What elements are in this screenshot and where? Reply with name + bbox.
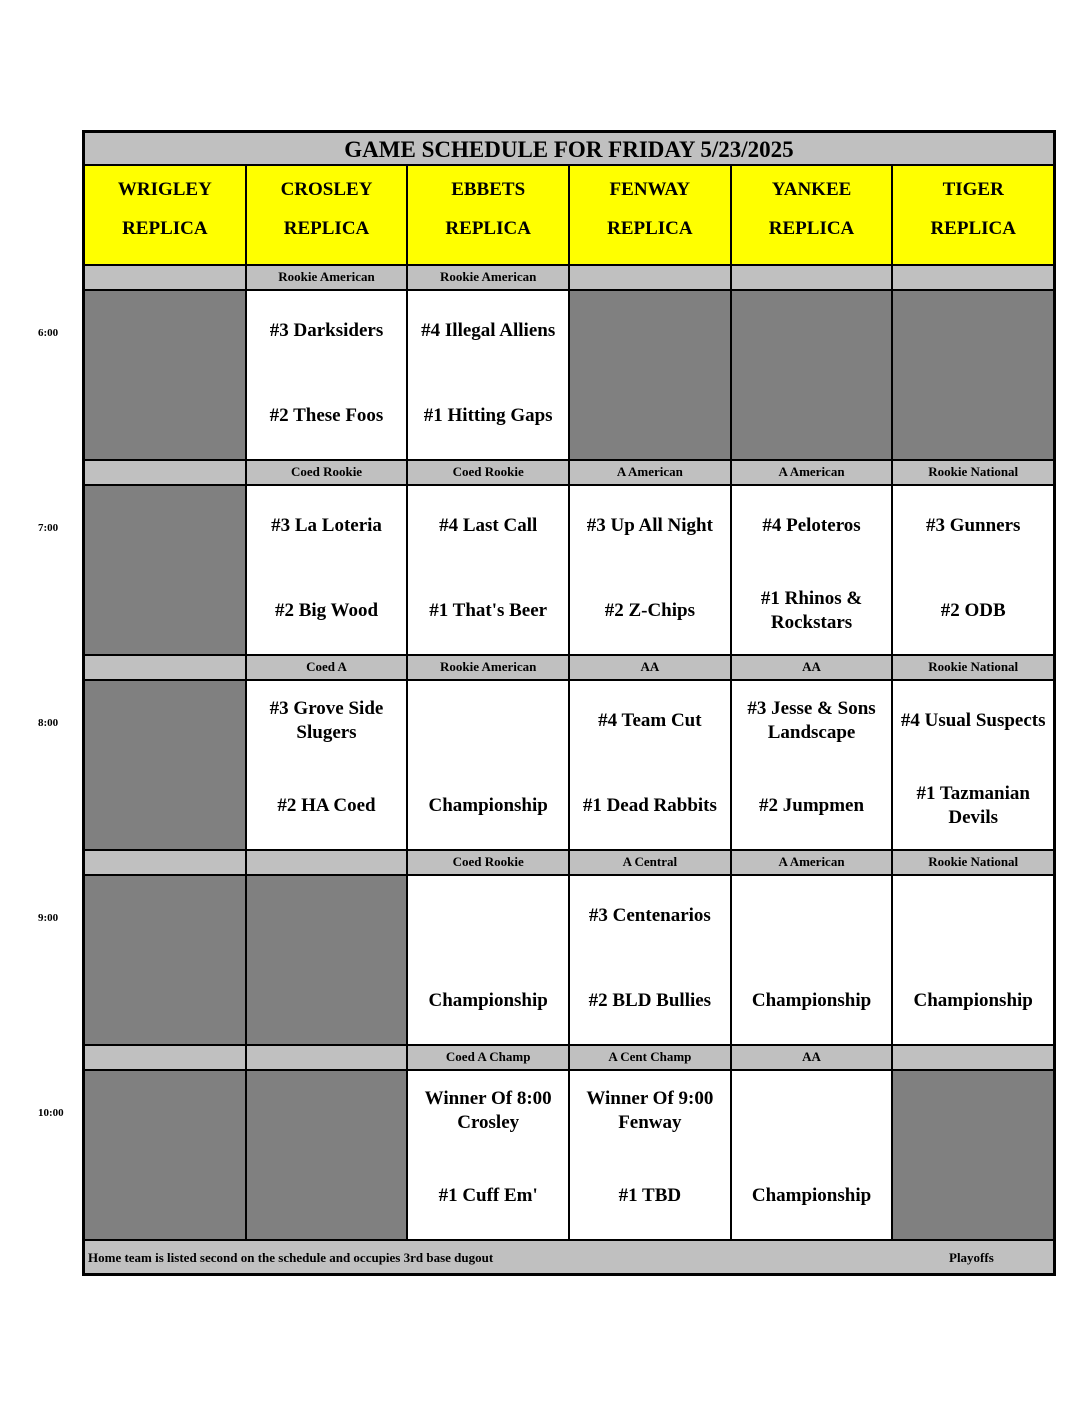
empty-game-cell	[893, 291, 1053, 459]
field-sub: REPLICA	[768, 218, 855, 239]
footer-row	[85, 1241, 1053, 1273]
empty-game-cell	[247, 876, 409, 1044]
game-cell	[408, 681, 570, 849]
home-team: #1 Hitting Gaps	[423, 405, 553, 426]
division-label: A American	[732, 461, 894, 484]
game-row	[85, 291, 1053, 461]
division-row	[85, 851, 1053, 876]
home-team	[247, 971, 407, 1031]
empty-game-cell	[85, 1071, 247, 1239]
away-team	[408, 886, 568, 946]
division-row	[85, 656, 1053, 681]
away-team	[85, 886, 245, 946]
game-cell	[570, 681, 732, 849]
game-cell	[732, 486, 894, 654]
division-row	[85, 461, 1053, 486]
division-label: Coed Rookie	[247, 461, 409, 484]
field-name: CROSLEY	[280, 179, 373, 200]
home-team: #1 Tazmanian Devils	[916, 783, 1030, 828]
division-label	[85, 656, 247, 679]
empty-game-cell	[893, 1071, 1053, 1239]
game-cell	[732, 1071, 894, 1239]
division-label: Coed Rookie	[408, 851, 570, 874]
division-label: Coed Rookie	[408, 461, 570, 484]
division-label	[85, 851, 247, 874]
away-team: Winner Of 9:00 Fenway	[586, 1088, 714, 1133]
field-sub: REPLICA	[930, 218, 1016, 239]
away-team: #3 Grove Side Slugers	[269, 698, 384, 743]
home-team: #2 Big Wood	[274, 600, 379, 621]
game-cell	[893, 486, 1053, 654]
division-label	[85, 1046, 247, 1069]
home-team: Championship	[751, 990, 872, 1011]
home-team: Championship	[751, 1185, 872, 1206]
division-label: Rookie American	[408, 656, 570, 679]
time-column	[0, 0, 82, 1408]
time-slot-block	[85, 1046, 1053, 1241]
division-label	[570, 266, 732, 289]
field-header	[408, 166, 570, 264]
home-team: Championship	[913, 990, 1033, 1011]
division-label: Rookie National	[893, 656, 1053, 679]
time-slot-block	[85, 851, 1053, 1046]
game-cell	[732, 876, 894, 1044]
home-team: #1 Dead Rabbits	[582, 795, 717, 816]
time-label-6: 6:00	[38, 327, 59, 339]
home-team-note: Home team is listed second on the schedule and occupies 3rd base dugout	[88, 1250, 494, 1265]
game-cell	[893, 681, 1053, 849]
division-label: A American	[570, 461, 732, 484]
away-team: #4 Team Cut	[598, 710, 702, 731]
field-sub: REPLICA	[607, 218, 693, 239]
division-label: A American	[732, 851, 894, 874]
away-team: #4 Last Call	[439, 515, 538, 536]
game-cell	[247, 486, 409, 654]
home-team	[247, 1166, 407, 1226]
home-team	[570, 386, 730, 446]
field-header	[570, 166, 732, 264]
home-team	[85, 1166, 245, 1226]
away-team: Winner Of 8:00 Crosley	[424, 1088, 552, 1133]
home-team	[85, 581, 245, 641]
home-team: #2 HA Coed	[277, 795, 376, 816]
home-team	[893, 386, 1053, 446]
field-header	[85, 166, 247, 264]
away-team: #3 La Loteria	[271, 515, 382, 536]
schedule-title: GAME SCHEDULE FOR FRIDAY 5/23/2025	[85, 133, 1053, 166]
division-label: Rookie American	[408, 266, 570, 289]
field-header	[732, 166, 894, 264]
away-team	[85, 1081, 245, 1141]
home-team: #2 ODB	[940, 600, 1006, 621]
home-team: #1 Rhinos & Rockstars	[760, 588, 863, 633]
away-team	[732, 301, 892, 361]
division-label	[85, 266, 247, 289]
field-name: WRIGLEY	[117, 179, 212, 200]
field-header	[893, 166, 1053, 264]
home-team: #2 Z-Chips	[604, 600, 695, 621]
empty-game-cell	[247, 1071, 409, 1239]
division-label: Coed A	[247, 656, 409, 679]
away-team	[570, 301, 730, 361]
away-team	[732, 1081, 892, 1141]
away-team	[893, 886, 1053, 946]
away-team	[893, 1081, 1053, 1141]
field-name: EBBETS	[451, 179, 526, 200]
game-cell	[732, 681, 894, 849]
game-cell	[570, 876, 732, 1044]
home-team	[893, 1166, 1053, 1226]
division-label: AA	[732, 1046, 894, 1069]
away-team	[85, 691, 245, 751]
division-label	[247, 1046, 409, 1069]
game-cell	[408, 876, 570, 1044]
division-label: Rookie National	[893, 461, 1053, 484]
game-cell	[408, 1071, 570, 1239]
game-row	[85, 486, 1053, 656]
home-team: #1 Cuff Em'	[438, 1185, 538, 1206]
home-team: Championship	[428, 795, 548, 816]
home-team: #1 That's Beer	[429, 600, 548, 621]
division-label: Rookie National	[893, 851, 1053, 874]
division-label: Coed A Champ	[408, 1046, 570, 1069]
field-name: TIGER	[942, 179, 1004, 200]
field-name: FENWAY	[609, 179, 691, 200]
empty-game-cell	[732, 291, 894, 459]
away-team	[85, 301, 245, 361]
away-team: #4 Peloteros	[762, 515, 861, 536]
empty-game-cell	[85, 486, 247, 654]
time-slot-block	[85, 266, 1053, 461]
division-label: A Cent Champ	[570, 1046, 732, 1069]
home-team: Championship	[428, 990, 548, 1011]
home-team: #1 TBD	[618, 1185, 682, 1206]
division-label	[893, 1046, 1053, 1069]
home-team	[85, 776, 245, 836]
away-team: #3 Centenarios	[588, 905, 711, 926]
field-name: YANKEE	[771, 179, 852, 200]
schedule-table	[82, 130, 1056, 1276]
time-label-8: 8:00	[38, 717, 59, 729]
field-sub: REPLICA	[445, 218, 531, 239]
empty-game-cell	[85, 876, 247, 1044]
time-slot-block	[85, 461, 1053, 656]
away-team: #3 Darksiders	[269, 320, 384, 341]
empty-game-cell	[570, 291, 732, 459]
home-team: #2 BLD Bullies	[588, 990, 712, 1011]
game-cell	[408, 486, 570, 654]
game-row	[85, 1071, 1053, 1241]
division-label: Rookie American	[247, 266, 409, 289]
away-team	[247, 886, 407, 946]
empty-game-cell	[85, 291, 247, 459]
home-team: #2 Jumpmen	[759, 795, 865, 816]
away-team	[85, 496, 245, 556]
division-label	[85, 461, 247, 484]
division-label	[247, 851, 409, 874]
division-label	[732, 266, 894, 289]
game-row	[85, 876, 1053, 1046]
home-team	[732, 386, 892, 446]
away-team	[408, 691, 568, 751]
time-label-7: 7:00	[38, 522, 59, 534]
field-header-row	[85, 166, 1053, 266]
time-label-9: 9:00	[38, 912, 59, 924]
game-row	[85, 681, 1053, 851]
game-cell	[408, 291, 570, 459]
game-cell	[570, 1071, 732, 1239]
division-label: A Central	[570, 851, 732, 874]
away-team	[893, 301, 1053, 361]
game-cell	[570, 486, 732, 654]
away-team: #4 Usual Suspects	[900, 710, 1046, 731]
division-row	[85, 1046, 1053, 1071]
away-team	[732, 886, 892, 946]
division-label: AA	[732, 656, 894, 679]
field-header	[247, 166, 409, 264]
field-sub: REPLICA	[122, 218, 208, 239]
empty-game-cell	[85, 681, 247, 849]
home-team: #2 These Foos	[269, 405, 384, 426]
division-label: AA	[570, 656, 732, 679]
time-slot-block	[85, 656, 1053, 851]
home-team	[85, 386, 245, 446]
game-cell	[247, 681, 409, 849]
away-team: #3 Jesse & Sons Landscape	[747, 698, 876, 743]
division-row	[85, 266, 1053, 291]
home-team	[85, 971, 245, 1031]
game-cell	[247, 291, 409, 459]
field-sub: REPLICA	[283, 218, 370, 239]
time-label-10: 10:00	[38, 1107, 64, 1119]
away-team: #3 Gunners	[925, 515, 1021, 536]
division-label	[893, 266, 1053, 289]
away-team: #4 Illegal Alliens	[421, 320, 556, 341]
playoffs-label: Playoffs	[949, 1250, 994, 1265]
game-cell	[893, 876, 1053, 1044]
away-team: #3 Up All Night	[586, 515, 713, 536]
away-team	[247, 1081, 407, 1141]
